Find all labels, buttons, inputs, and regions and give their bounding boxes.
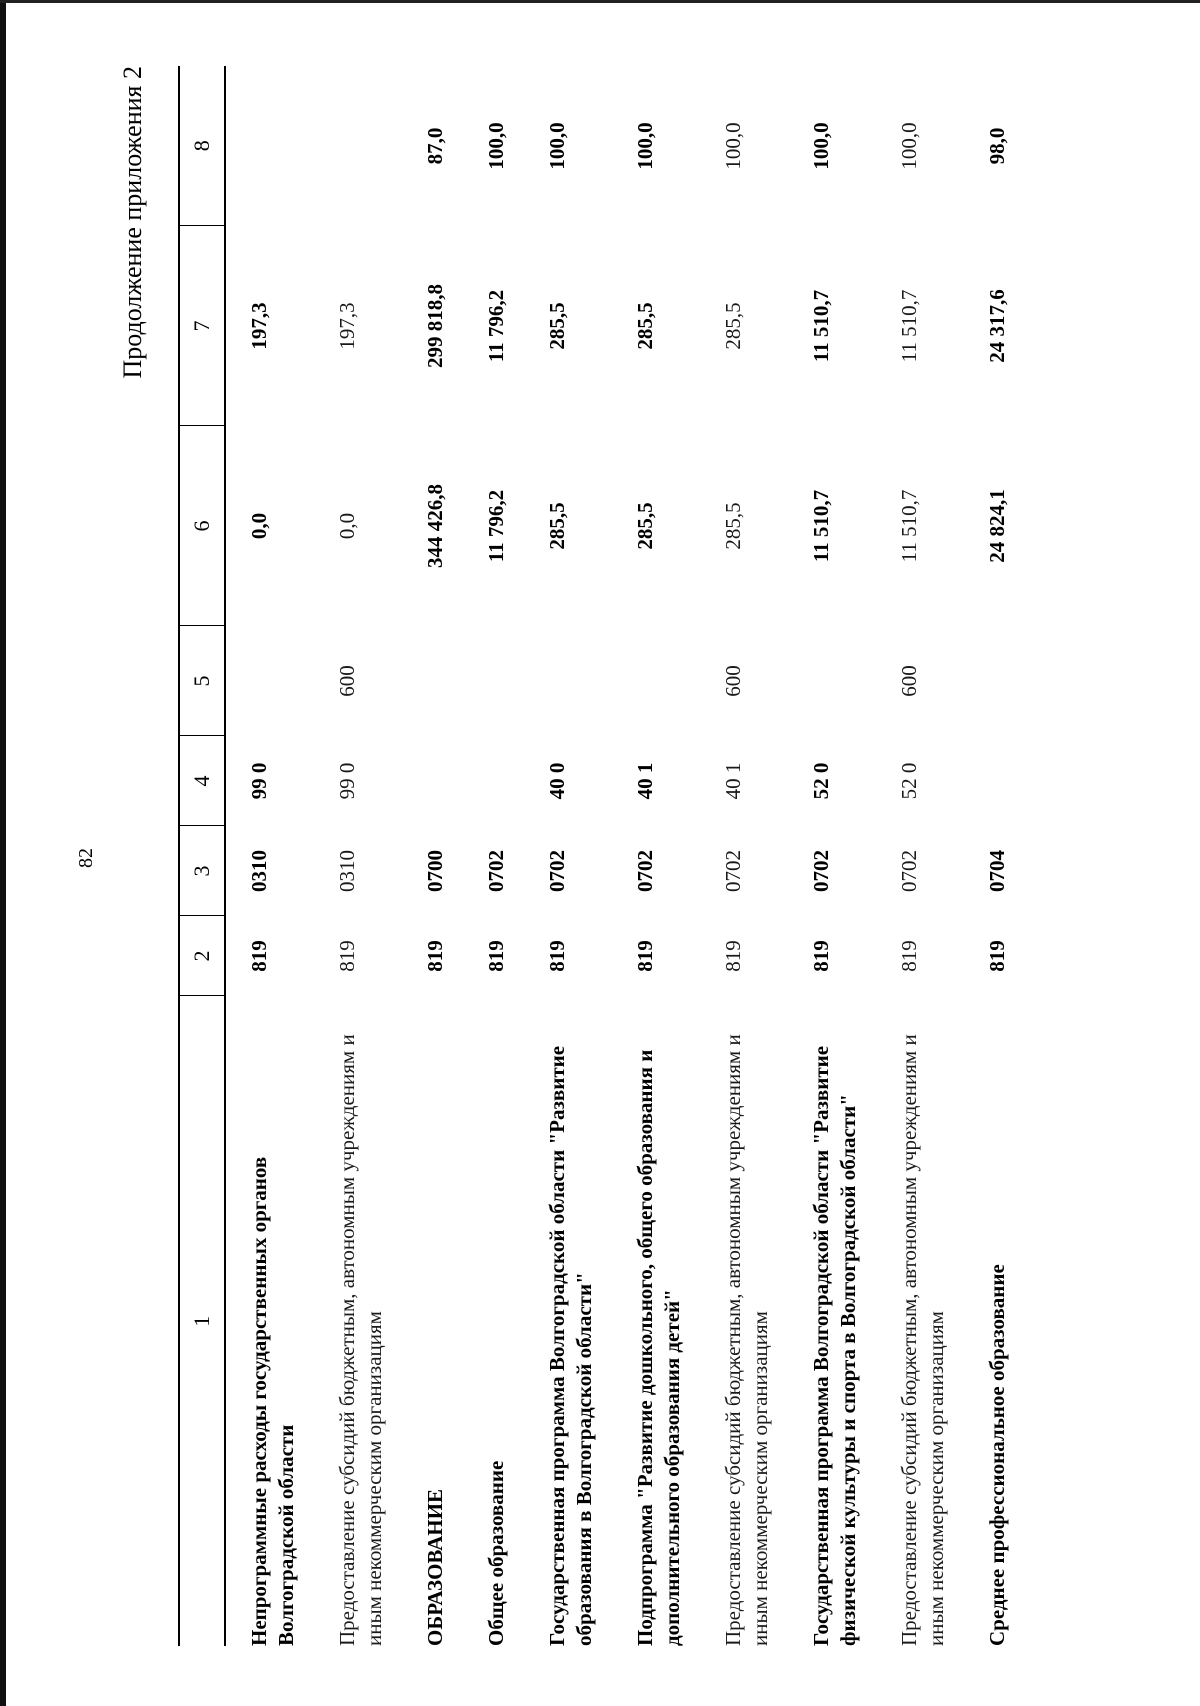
- row-name: Среднее профессиональное образование: [985, 1264, 1009, 1646]
- table-body: [225, 66, 1025, 1646]
- code-5: [964, 626, 1025, 736]
- code-2: 819: [721, 940, 745, 972]
- value-7: 11 510,7: [809, 289, 833, 363]
- code-2: 819: [423, 940, 447, 972]
- value-7: 285,5: [633, 302, 657, 350]
- percent-8: 100,0: [545, 122, 569, 170]
- value-7: 285,5: [721, 302, 745, 350]
- value-6: 285,5: [545, 502, 569, 550]
- table-row: [964, 66, 1025, 1646]
- table-row: [314, 66, 402, 1646]
- column-header: 5: [179, 626, 225, 736]
- value-7: 285,5: [545, 302, 569, 350]
- value-7: 11 796,2: [484, 289, 508, 363]
- value-6: 0,0: [247, 512, 271, 540]
- value-6: 24 824,1: [985, 489, 1009, 563]
- value-7: 197,3: [247, 302, 271, 350]
- value-7: 299 818,8: [423, 284, 447, 368]
- code-2: 819: [985, 940, 1009, 972]
- percent-8: 100,0: [809, 122, 833, 170]
- code-4: 52 0: [809, 762, 833, 800]
- code-5: 600: [897, 665, 921, 697]
- code-5: [463, 626, 524, 736]
- code-3: 0702: [721, 850, 745, 892]
- code-2: 819: [809, 940, 833, 972]
- code-2: 819: [247, 940, 271, 972]
- code-3: 0704: [985, 850, 1009, 892]
- row-name: ОБРАЗОВАНИЕ: [423, 1489, 447, 1646]
- row-name: Государственная программа Волгоградской области "Развитие образования в Волгоградской области": [545, 1045, 596, 1646]
- header-row: [179, 66, 225, 1646]
- column-header: 3: [179, 826, 225, 916]
- code-4: 99 0: [335, 762, 359, 800]
- value-6: 285,5: [633, 502, 657, 550]
- code-4: 52 0: [897, 762, 921, 800]
- percent-8: 100,0: [897, 122, 921, 170]
- code-4: 40 1: [633, 762, 657, 800]
- percent-8: 98,0: [985, 127, 1009, 165]
- code-5: 600: [335, 665, 359, 697]
- code-2: 819: [545, 940, 569, 972]
- code-2: 819: [335, 940, 359, 972]
- code-4: [402, 736, 463, 826]
- value-7: 24 317,6: [985, 289, 1009, 363]
- row-name: Государственная программа Волгоградской области "Развитие физической культуры и спорта в Волгоградской области": [809, 1045, 860, 1646]
- code-4: [964, 736, 1025, 826]
- code-4: 99 0: [247, 762, 271, 800]
- table-row: [524, 66, 612, 1646]
- code-3: 0702: [809, 850, 833, 892]
- code-4: 40 0: [545, 762, 569, 800]
- column-header: 4: [179, 736, 225, 826]
- table-row: [463, 66, 524, 1646]
- percent-8: [225, 66, 314, 226]
- table-row: [876, 66, 964, 1646]
- code-5: [612, 626, 700, 736]
- code-5: 600: [721, 665, 745, 697]
- row-name: Предоставление субсидий бюджетным, автономным учреждениям и иным некоммерческим организациям: [721, 1034, 772, 1646]
- value-6: 11 796,2: [484, 489, 508, 563]
- value-7: 11 510,7: [897, 289, 921, 363]
- value-6: 0,0: [335, 512, 359, 540]
- table-row: [225, 66, 314, 1646]
- row-name: Общее образование: [484, 1460, 508, 1646]
- value-6: 11 510,7: [897, 489, 921, 563]
- percent-8: [314, 66, 402, 226]
- code-2: 819: [484, 940, 508, 972]
- percent-8: 100,0: [633, 122, 657, 170]
- code-5: [402, 626, 463, 736]
- row-name: Подпрограмма "Развитие дошкольного, общего образования и дополнительного образования детей": [633, 1049, 684, 1646]
- percent-8: 87,0: [423, 127, 447, 165]
- code-4: 40 1: [721, 762, 745, 800]
- table-row: [700, 66, 788, 1646]
- value-6: 11 510,7: [809, 489, 833, 563]
- row-name: Непрограммные расходы государственных органов Волгоградской области: [247, 1156, 298, 1646]
- value-7: 197,3: [335, 302, 359, 350]
- code-5: [788, 626, 876, 736]
- column-header: 1: [179, 996, 225, 1646]
- value-6: 285,5: [721, 502, 745, 550]
- column-header: 6: [179, 426, 225, 626]
- code-3: 0310: [335, 850, 359, 892]
- code-2: 819: [897, 940, 921, 972]
- budget-table: [178, 66, 1025, 1646]
- code-5: [225, 626, 314, 736]
- table-row: [612, 66, 700, 1646]
- table-row: [402, 66, 463, 1646]
- page-number: 82: [75, 848, 97, 868]
- code-4: [463, 736, 524, 826]
- code-3: 0702: [545, 850, 569, 892]
- column-header: 2: [179, 916, 225, 996]
- column-header: 8: [179, 66, 225, 226]
- value-6: 344 426,8: [423, 484, 447, 568]
- code-3: 0310: [247, 850, 271, 892]
- row-name: Предоставление субсидий бюджетным, автономным учреждениям и иным некоммерческим организациям: [897, 1034, 948, 1646]
- percent-8: 100,0: [721, 122, 745, 170]
- continuation-label: Продолжение приложения 2: [118, 66, 147, 379]
- code-3: 0700: [423, 850, 447, 892]
- table-row: [788, 66, 876, 1646]
- row-name: Предоставление субсидий бюджетным, автономным учреждениям и иным некоммерческим организациям: [335, 1034, 386, 1646]
- code-3: 0702: [633, 850, 657, 892]
- percent-8: 100,0: [484, 122, 508, 170]
- code-2: 819: [633, 940, 657, 972]
- code-3: 0702: [484, 850, 508, 892]
- code-5: [524, 626, 612, 736]
- code-3: 0702: [897, 850, 921, 892]
- column-header: 7: [179, 226, 225, 426]
